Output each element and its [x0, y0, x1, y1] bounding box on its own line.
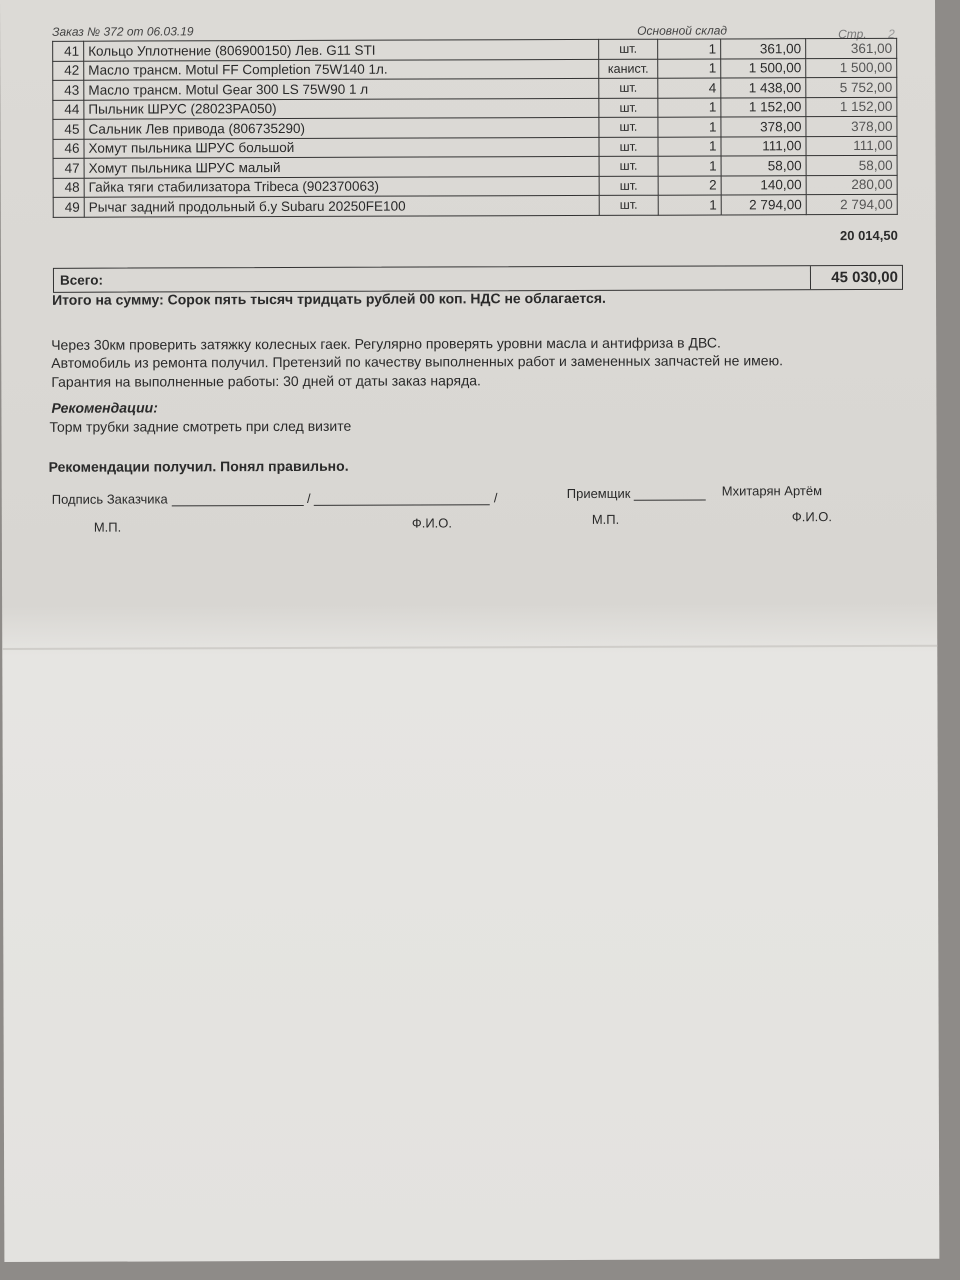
signature-line [171, 505, 303, 506]
item-sum: 280,00 [806, 175, 897, 195]
item-sum: 1 152,00 [806, 97, 897, 117]
item-sum: 378,00 [806, 116, 897, 136]
paper-fold [2, 645, 937, 650]
item-name: Пыльник ШРУС (28023PA050) [84, 98, 599, 119]
item-price: 111,00 [721, 136, 806, 156]
fio-label: Ф.И.О. [411, 515, 453, 531]
note-line: Автомобиль из ремонта получил. Претензий по качеству выполненных работ и замененных запчастей не имею. [51, 352, 783, 371]
subtotal: 20 014,50 [839, 227, 898, 244]
item-number: 42 [53, 61, 84, 81]
receiver-label: Приемщик [566, 485, 631, 502]
item-price: 1 152,00 [721, 97, 806, 117]
item-unit: шт. [599, 176, 658, 196]
item-qty: 2 [658, 175, 721, 195]
item-number: 48 [53, 178, 84, 198]
item-qty: 1 [658, 97, 721, 117]
stamp-label: М.П. [93, 519, 122, 535]
item-unit: шт. [599, 117, 658, 137]
item-unit: шт. [599, 195, 658, 215]
item-name: Рычаг задний продольный б.у Subaru 20250FE100 [84, 195, 599, 216]
page-label: Стр. [838, 26, 867, 42]
item-qty: 1 [658, 136, 721, 156]
separator: / [306, 490, 311, 506]
item-number: 45 [53, 119, 84, 139]
sum-in-words: Итого на сумму: Сорок пять тысяч тридцать рублей 00 коп. НДС не облагается. [52, 289, 606, 308]
item-qty: 1 [658, 39, 721, 59]
item-name: Хомут пыльника ШРУС большой [84, 137, 599, 158]
item-price: 2 794,00 [721, 195, 806, 215]
item-qty: 4 [658, 78, 721, 98]
item-number: 46 [53, 139, 84, 159]
item-qty: 1 [658, 117, 721, 137]
receiver-signature [567, 486, 706, 501]
items-table [52, 38, 898, 217]
item-name: Гайка тяги стабилизатора Tribeca (902370063) [84, 176, 599, 197]
item-name: Масло трансм. Motul Gear 300 LS 75W90 1 л [84, 78, 599, 99]
item-name: Масло трансм. Motul FF Completion 75W140 1л. [84, 59, 599, 80]
item-unit: шт. [599, 39, 658, 59]
item-number: 41 [53, 41, 84, 61]
item-sum: 5 752,00 [806, 77, 897, 97]
separator: / [493, 490, 498, 506]
customer-signature [52, 490, 498, 507]
item-price: 58,00 [721, 156, 806, 176]
item-unit: шт. [599, 98, 658, 118]
total-value: 45 030,00 [831, 268, 899, 287]
item-qty: 1 [658, 58, 721, 78]
customer-signature-label: Подпись Заказчика [51, 491, 168, 507]
item-name: Кольцо Уплотнение (806900150) Лев. G11 STI [84, 39, 599, 60]
item-number: 47 [53, 158, 84, 178]
item-price: 378,00 [721, 117, 806, 137]
recommendations-text: Торм трубки задние смотреть при след визите [49, 417, 352, 435]
total-box [53, 265, 903, 293]
signature-line [634, 500, 706, 501]
item-number: 49 [53, 197, 84, 217]
name-line [314, 504, 490, 506]
receiver-name: Мхитарян Артём [721, 483, 823, 499]
item-unit: канист. [599, 59, 658, 79]
warehouse-label: Основной склад [637, 23, 728, 38]
item-price: 140,00 [721, 175, 806, 195]
page-number: 2 [888, 26, 895, 41]
item-price: 1 500,00 [721, 58, 806, 78]
item-name: Сальник Лев привода (806735290) [84, 117, 599, 138]
stamp-label: М.П. [591, 511, 620, 527]
item-number: 44 [53, 100, 84, 120]
recommendations-ack: Рекомендации получил. Понял правильно. [48, 457, 349, 475]
total-divider [810, 266, 811, 289]
item-price: 1 438,00 [721, 78, 806, 98]
total-label: Всего: [59, 272, 103, 288]
item-price: 361,00 [721, 39, 806, 59]
item-qty: 1 [658, 156, 721, 176]
item-qty: 1 [658, 195, 721, 215]
note-line: Через 30км проверить затяжку колесных гаек. Регулярно проверять уровни масла и антифриза в ДВС. [51, 334, 721, 353]
item-sum: 111,00 [806, 136, 897, 156]
item-unit: шт. [599, 156, 658, 176]
item-unit: шт. [599, 78, 658, 98]
order-header: Заказ № 372 от 06.03.19 [52, 24, 194, 39]
item-name: Хомут пыльника ШРУС малый [84, 156, 599, 177]
item-sum: 361,00 [806, 38, 897, 58]
item-sum: 58,00 [806, 155, 897, 175]
note-line: Гарантия на выполненные работы: 30 дней от даты заказ наряда. [51, 372, 481, 390]
item-number: 43 [53, 80, 84, 100]
table-row [53, 194, 897, 216]
item-unit: шт. [599, 137, 658, 157]
item-sum: 2 794,00 [806, 194, 897, 214]
recommendations-title: Рекомендации: [51, 399, 158, 416]
fio-label: Ф.И.О. [791, 509, 833, 525]
item-sum: 1 500,00 [806, 58, 897, 78]
